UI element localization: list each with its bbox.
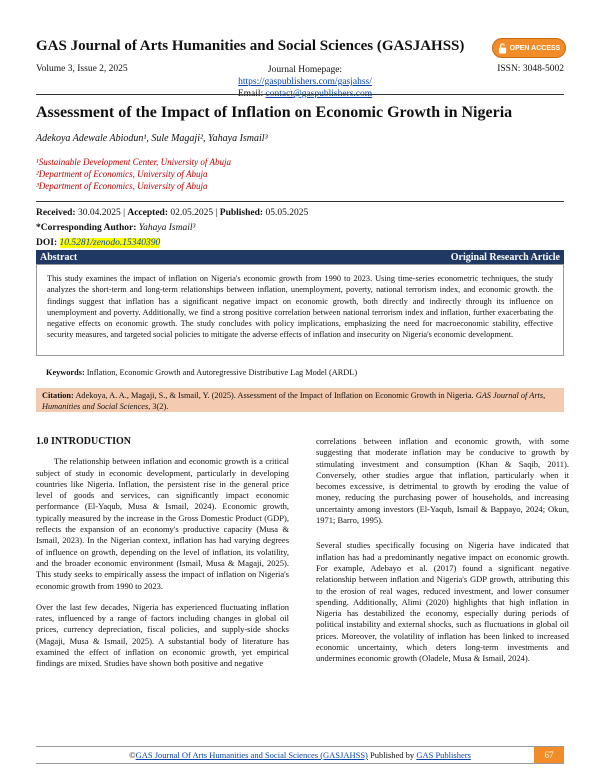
journal-contact: Journal Homepage: https://gaspublishers.com/gasjahss/ Email: contact@gaspublishers.com: [237, 65, 373, 99]
article-title: Assessment of the Impact of Inflation on Economic Growth in Nigeria: [36, 104, 513, 121]
left-column: [36, 436, 289, 670]
open-lock-icon: [498, 43, 507, 54]
paragraph: correlations between inflation and economic growth, with some suggesting that moderate inflation may be conducive to growth by stimulating investment and consumption (Khan & Saqib, 2011). Conversely, other studies argue that inflation, particularly when it becomes excessive, is detrimental to growth by eroding the value of money, reducing the purchasing power of households, and increasing uncertainty among investors (El-Yaqub, Ismail & Bappayo, 2024; Okun, 1971; Barro, 1995).: [316, 436, 569, 526]
footer-publisher-link[interactable]: GAS Publishers: [416, 750, 471, 760]
section-heading: 1.0 INTRODUCTION: [36, 436, 132, 447]
journal-name: GAS Journal of Arts Humanities and Social Sciences (GASJAHSS): [36, 38, 465, 54]
doi-link[interactable]: 10.5281/zenodo.15340390: [59, 238, 161, 248]
footer-journal-link[interactable]: GAS Journal Of Arts Humanities and Social Sciences (GASJAHSS): [135, 750, 368, 760]
affiliation-1: ¹Sustainable Development Center, University of Abuja: [36, 157, 231, 167]
doi: DOI: 10.5281/zenodo.15340390: [36, 238, 161, 248]
keywords: Keywords: Inflation, Economic Growth and Autoregressive Distributive Lag Model (ARDL): [46, 368, 358, 377]
corresponding-author: *Corresponding Author: Yahaya Ismail³: [36, 223, 196, 233]
header-divider: [36, 94, 564, 95]
affil-divider: [36, 201, 564, 202]
authors: Adekoya Adewale Abiodun¹, Sule Magaji², Yahaya Ismail³: [36, 133, 268, 144]
right-column: [316, 436, 569, 665]
article-type: Original Research Article: [450, 251, 560, 263]
email-link[interactable]: contact@gaspublishers.com: [265, 89, 373, 99]
abstract-label: Abstract: [40, 251, 78, 263]
homepage-link[interactable]: https://gaspublishers.com/gasjahss/: [238, 77, 372, 87]
affiliation-2: ²Department of Economics, University of Abuja: [36, 169, 208, 179]
open-access-badge[interactable]: [492, 38, 566, 58]
paragraph: Several studies specifically focusing on Nigeria have indicated that inflation has had a predominantly negative impact on economic growth. For example, Adebayo et al. (2017) found a significant negative relationship between inflation and Nigeria's GDP growth, attributing this to the erosion of real wages, reduced investment, and lower consumer spending. Additionally, Alimi (2020) highlights that high inflation in Nigeria has destabilized the economy, especially during periods of political instability and external shocks, such as fluctuations in global oil prices. Moreover, the volatility of inflation has been linked to increased economic uncertainty, which deters long-term investments and undermines economic growth (Oladele, Musa & Ismail, 2024).: [316, 540, 569, 664]
affiliation-3: ³Department of Economics, University of Abuja: [36, 181, 208, 191]
article-dates: Received: 30.04.2025 | Accepted: 02.05.2025 | Published: 05.05.2025: [36, 208, 309, 218]
affiliations: [36, 156, 231, 192]
issn: ISSN: 3048-5002: [497, 64, 564, 74]
page-number: 67: [534, 747, 564, 763]
volume-issue: Volume 3, Issue 2, 2025: [36, 64, 128, 74]
abstract-header-bar: [36, 250, 564, 264]
open-access-label: OPEN ACCESS: [509, 44, 561, 52]
paragraph: The relationship between inflation and economic growth is a critical subject of study in economic development, particularly in developing countries like Nigeria. Inflation, the persistent rise in the general price level of goods and services, can significantly impact economic performance (El-Yaqub, Musa & Ismail, 2024). Economic growth, typically measured by the increase in the Gross Domestic Product (GDP), reflects the expansion of an economy's productive capacity (Musa & Ismail, 2023). In the Nigerian context, inflation has had varying degrees of influence on growth, depending on the level of inflation, its volatility, and the broader economic environment (Ismail, Musa & Magaji, 2025). This study seeks to empirically assess the impact of inflation on Nigeria's economic growth from 1990 to 2023.: [36, 456, 289, 591]
page-footer: © GAS Journal Of Arts Humanities and Social Sciences (GASJAHSS) Published by GAS Publishers 67: [36, 746, 564, 764]
abstract-text: This study examines the impact of inflation on Nigeria's economic growth from 1990 to 2023. Using time-series econometric techniques, the study analyzes the short-term and long-term relationships between inflation, unemployment, poverty, national terrorism index, and economic growth. the findings suggest that inflation has a significant negative impact on economic growth, both directly and indirectly through its influence on unemployment and poverty. Additionally, we find a strong positive correlation between national terrorism index and inflation, further exacerbating the negative effects on economic growth. The study concludes with policy implications, emphasizing the need for macroeconomic stability, effective security measures, and targeted social policies to mitigate the adverse effects of inflation and insecurity on Nigeria's economic development.: [36, 264, 564, 356]
paragraph: Over the last few decades, Nigeria has experienced fluctuating inflation rates, influenced by a range of factors including changes in global oil prices, currency depreciation, fiscal policies, and supply-side shocks (Magaji, Musa & Ismail, 2025). A substantial body of literature has examined the effect of inflation on economic growth, yet empirical findings are mixed. Studies have shown both positive and negative: [36, 601, 289, 669]
citation-box: Citation: Adekoya, A. A., Magaji, S., & Ismail, Y. (2025). Assessment of the Impact of Inflation on Economic Growth in Nigeria. GAS Journal of Arts, Humanities and Social Sciences, 3(2).: [36, 388, 564, 412]
